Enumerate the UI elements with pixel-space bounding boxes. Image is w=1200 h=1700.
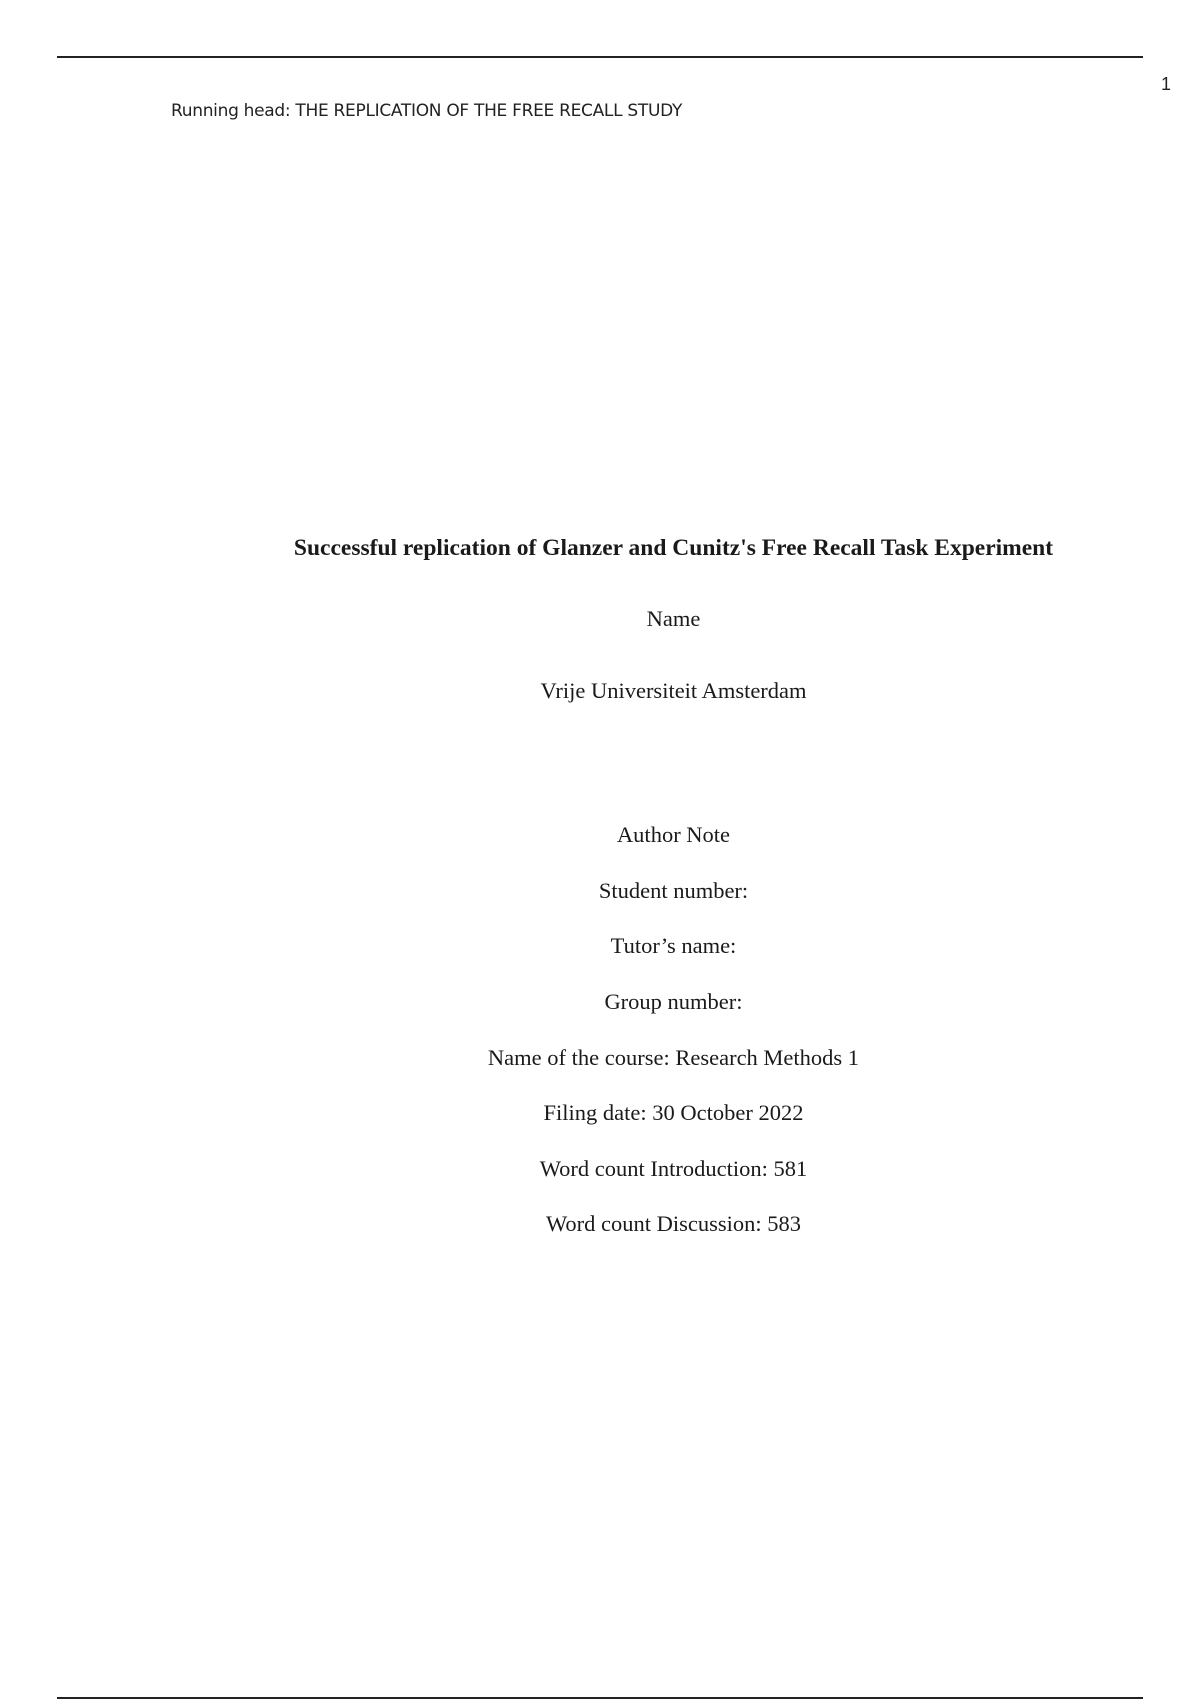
top-page-border <box>57 56 1143 58</box>
course-name: Name of the course: Research Methods 1 <box>487 1045 860 1070</box>
bottom-page-border <box>57 1697 1143 1699</box>
running-head: Running head: THE REPLICATION OF THE FREE RECALL STUDY <box>171 101 683 121</box>
paper-title: Successful replication of Glanzer and Cunitz's Free Recall Task Experiment <box>293 535 1054 561</box>
filing-date: Filing date: 30 October 2022 <box>543 1100 804 1125</box>
tutor-name: Tutor’s name: <box>610 933 737 958</box>
author-note-heading: Author Note <box>616 822 731 847</box>
group-number: Group number: <box>604 989 743 1014</box>
affiliation: Vrije Universiteit Amsterdam <box>540 678 807 703</box>
page-number: 1 <box>1160 74 1171 94</box>
author-name: Name <box>646 606 701 631</box>
word-count-introduction: Word count Introduction: 581 <box>539 1156 808 1181</box>
student-number: Student number: <box>598 878 749 903</box>
word-count-discussion: Word count Discussion: 583 <box>545 1211 802 1236</box>
